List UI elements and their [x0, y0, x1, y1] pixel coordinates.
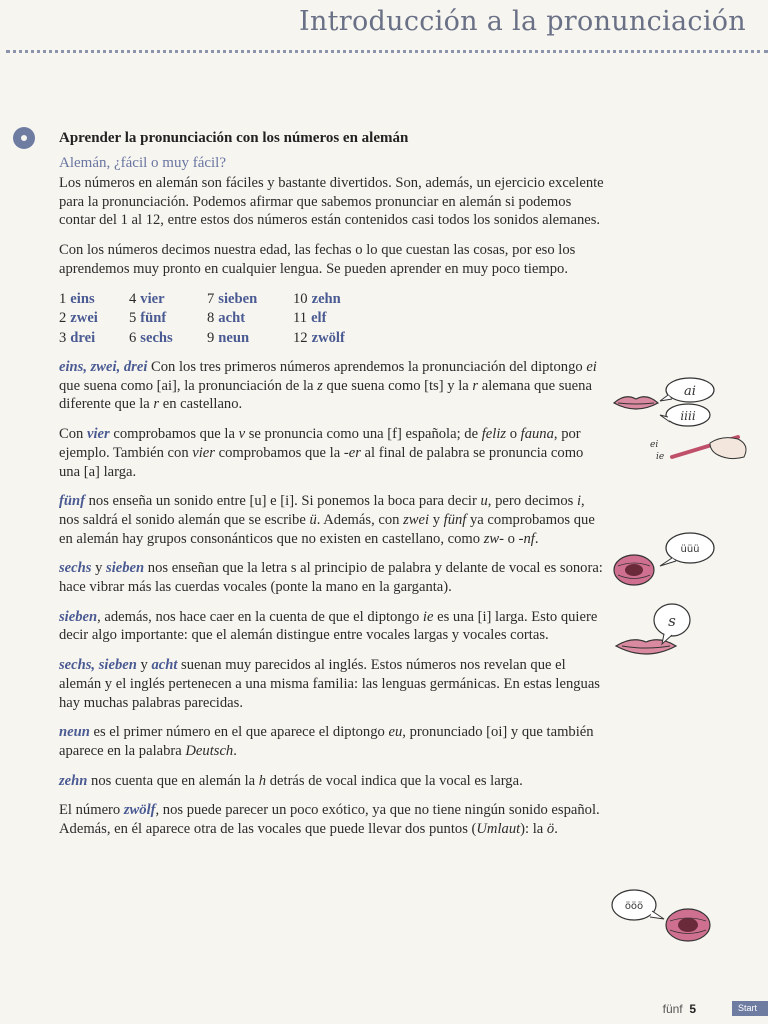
number-digit: 12 [293, 329, 308, 346]
number-item [293, 309, 383, 328]
svg-text:ai: ai [684, 384, 696, 399]
paragraph-sechs: sechs y sieben nos enseñan que la letra s al principio de palabra y delante de vocal es sonora: hace vibrar más las cuerdas vocales (ponte la mano en la garganta). [59, 560, 603, 596]
number-word: drei [70, 329, 96, 346]
section-heading: Aprender la pronunciación con los números en alemán [59, 130, 409, 146]
number-item [59, 290, 129, 309]
number-digit: 7 [207, 290, 215, 307]
svg-text:ei: ei [650, 440, 659, 450]
number-item [293, 290, 383, 309]
diphthong-illustration [610, 375, 760, 470]
numbers-table [59, 290, 389, 348]
number-digit: 4 [129, 290, 137, 307]
svg-text:ööö: ööö [624, 901, 644, 912]
speech-bubble-s [654, 604, 690, 644]
number-word: fünf [140, 310, 167, 327]
speech-bubble-ai [660, 378, 714, 402]
header-divider [6, 50, 768, 53]
svg-text:iiii: iiii [680, 409, 696, 423]
number-digit: 8 [207, 310, 215, 327]
svg-text:s: s [668, 612, 676, 630]
speech-bubble-ooo [612, 890, 664, 920]
speech-bubble-iiii [660, 404, 710, 426]
paragraph-eins: eins, zwei, drei Con los tres primeros números aprendemos la pronunciación del diptongo ei que suena como [ai], la pronunciación de la z que suena como [ts] y la r alemana que suena diferente que la r en castellano. [59, 359, 597, 413]
number-digit: 2 [59, 310, 67, 327]
lips-smile-icon [616, 640, 676, 654]
intro-paragraph-1: Los números en alemán son fáciles y bastante divertidos. Son, además, un ejercicio excelente para la pronunciación. Podemos afirmar que sabemos pronunciar en alemán si podemos contar del 1 al 12, entre estos dos números están contenidos casi todos los sonidos alemanes. [59, 175, 604, 229]
number-word: elf [311, 310, 327, 327]
paragraph-neun: neun es el primer número en el que aparece el diptongo eu, pronunciado [oi] y que también aparece en la palabra Deutsch. [59, 724, 594, 759]
number-item [59, 309, 129, 328]
number-item [207, 329, 293, 348]
number-digit: 9 [207, 329, 215, 346]
svg-text:ie: ie [656, 452, 665, 462]
number-digit: 5 [129, 310, 137, 327]
paragraph-zwolf: El número zwölf, nos puede parecer un poco exótico, ya que no tiene ningún sonido español. Además, en él aparece otra de las vocales que puede llevar dos puntos (Umlaut): la ö. [59, 802, 600, 838]
writing-hand-icon [650, 437, 746, 462]
audio-cd-icon[interactable] [13, 127, 35, 149]
number-digit: 10 [293, 290, 308, 307]
page-number: fünf 5 [662, 1002, 696, 1016]
voiced-s-illustration [612, 600, 712, 668]
number-digit: 11 [293, 310, 308, 327]
paragraph-funf: fünf nos enseña un sonido entre [u] e [i]. Si ponemos la boca para decir u, pero decimos i, nos saldrá el sonido alemán que se escribe ü. Además, con zwei y fünf ya comprobamos que en alemán hay grupos consonánticos que no existen en castellano, como zw- o -nf. [59, 493, 595, 547]
start-tab[interactable]: Start [732, 1001, 768, 1016]
number-digit: 1 [59, 290, 67, 307]
number-item [129, 329, 207, 348]
svg-text:üüü: üüü [680, 544, 700, 555]
number-item [59, 329, 129, 348]
number-word: zwei [70, 310, 98, 327]
number-word: sechs [140, 329, 173, 346]
number-item [207, 290, 293, 309]
subheading: Alemán, ¿fácil o muy fácil? [59, 155, 227, 171]
number-word: neun [218, 329, 250, 346]
umlaut-o-illustration [610, 885, 720, 945]
main-content [59, 130, 607, 850]
speech-bubble-uuu [660, 533, 714, 566]
lips-flat-icon [614, 397, 658, 409]
number-item [207, 309, 293, 328]
number-item [129, 290, 207, 309]
number-digit: 3 [59, 329, 67, 346]
number-word: zehn [311, 290, 341, 307]
paragraph-sieben: sieben, además, nos hace caer en la cuenta de que el diptongo ie es una [i] larga. Esto quiere decir algo importante: que el alemán distingue entre vocales largas y vocales cortas. [59, 608, 598, 644]
number-word: zwölf [311, 329, 345, 346]
umlaut-u-illustration [612, 530, 722, 595]
lips-rounded-icon [614, 555, 654, 585]
number-item [129, 309, 207, 328]
number-item [293, 329, 383, 348]
intro-paragraph-2: Con los números decimos nuestra edad, las fechas o lo que cuestan las cosas, por eso los aprendemos muy pronto en cualquier lengua. Se pueden aprender en muy poco tiempo. [59, 242, 576, 277]
number-digit: 6 [129, 329, 137, 346]
number-word: sieben [218, 290, 258, 307]
lips-round-o-icon [666, 909, 710, 941]
paragraph-vier: Con vier comprobamos que la v se pronuncia como una [f] española; de feliz o fauna, por ejemplo. También con vier comprobamos que la -er al final de palabra se pronuncia como una [a] larga. [59, 426, 584, 480]
paragraph-zehn: zehn nos cuenta que en alemán la h detrás de vocal indica que la vocal es larga. [59, 772, 523, 789]
number-word: acht [218, 310, 246, 327]
number-word: vier [140, 290, 165, 307]
number-word: eins [70, 290, 95, 307]
page-title: Introducción a la pronunciación [298, 6, 746, 37]
paragraph-acht: sechs, sieben y acht suenan muy parecidos al inglés. Estos números nos revelan que el alemán y el inglés pertenecen a una misma familia: las lenguas germánicas. En estas lenguas hay muchas palabras parecidas. [59, 657, 600, 711]
